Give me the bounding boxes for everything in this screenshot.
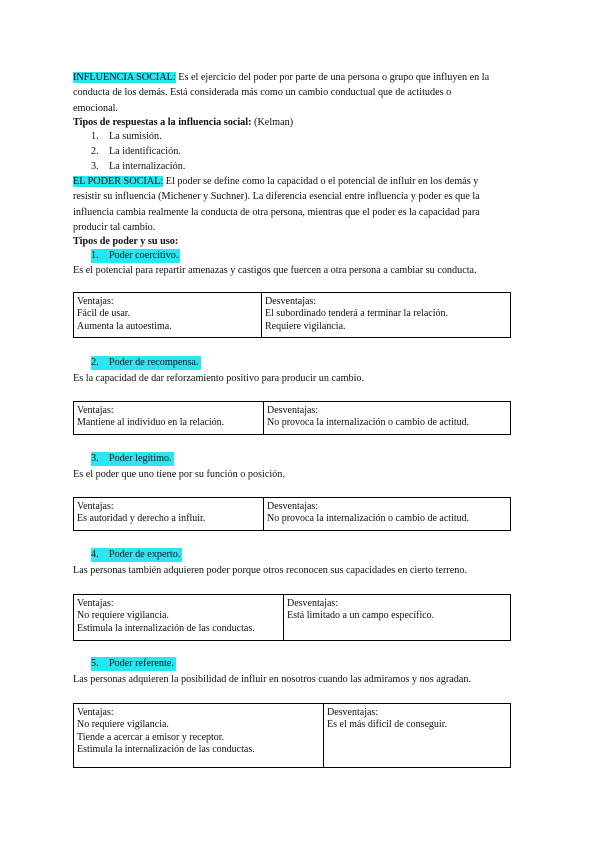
- poder-5-description: Las personas adquieren la posibilidad de influir en nosotros cuando las admiramos y nos agradan.: [73, 674, 472, 685]
- influencia-line-1: Es el ejercicio del poder por parte de una persona o grupo que influyen en la: [175, 72, 490, 83]
- poder-4-desventajas-label: Desventajas:: [287, 598, 339, 609]
- influencia-social-term: INFLUENCIA SOCIAL:: [73, 72, 176, 83]
- poder-3-desventajas-cell: [264, 498, 511, 531]
- poder-social-line-1: El poder se define como la capacidad o el potencial de influir en los demás y: [163, 176, 479, 187]
- poder-1-ventaja-2: Aumenta la autoestima.: [77, 320, 172, 332]
- tipos-respuestas-suffix: (Kelman): [251, 117, 294, 128]
- list-item-sumision: La sumisión.: [109, 131, 162, 142]
- poder-4-ventajas-cell: [74, 595, 284, 641]
- poder-2-desventajas-cell: [264, 402, 511, 435]
- poder-5-ventajas-cell: [74, 704, 324, 768]
- poder-3-table: [73, 497, 511, 531]
- poder-1-heading: [91, 249, 180, 263]
- poder-5-ventajas-label: Ventajas:: [77, 707, 114, 718]
- list-number-1: 1.: [91, 131, 99, 142]
- list-number-3: 3.: [91, 161, 99, 172]
- poder-4-desventaja-1: Está limitado a un campo específico.: [287, 610, 435, 622]
- tipos-respuestas-heading: [73, 116, 293, 130]
- poder-1-ventaja-1: Fácil de usar.: [77, 308, 131, 320]
- poder-2-ventaja-1: Mantiene al individuo en la relación.: [77, 417, 225, 429]
- poder-3-number: 3.: [91, 453, 99, 464]
- poder-4-heading: [91, 548, 182, 562]
- poder-4-ventaja-1: No requiere vigilancia.: [77, 610, 169, 622]
- influencia-line-3: emocional.: [73, 102, 118, 114]
- poder-5-heading: [91, 657, 176, 671]
- poder-2-desventaja-1: No provoca la internalización o cambio de actitud.: [267, 417, 470, 429]
- list-number-2: 2.: [91, 146, 99, 157]
- poder-5-table: [73, 703, 511, 768]
- poder-3-title: Poder legítimo.: [108, 453, 172, 464]
- poder-5-ventaja-3: Estimula la internalización de las conductas.: [77, 744, 255, 756]
- poder-2-title: Poder de recompensa.: [108, 357, 199, 368]
- poder-4-ventajas-label: Ventajas:: [77, 598, 114, 609]
- poder-2-desventajas-label: Desventajas:: [267, 405, 319, 416]
- poder-2-heading: [91, 356, 201, 370]
- poder-3-heading: [91, 452, 174, 466]
- poder-4-desventajas-cell: [284, 595, 511, 641]
- poder-2-description: Es la capacidad de dar reforzamiento positivo para producir un cambio.: [73, 373, 365, 384]
- poder-2-number: 2.: [91, 357, 99, 368]
- list-item-internalizacion: La internalización.: [109, 161, 186, 172]
- poder-3-ventajas-cell: [74, 498, 264, 531]
- influencia-line-2: conducta de los demás. Está considerada más como un cambio conductual que de actitudes o: [73, 87, 452, 99]
- poder-4-ventaja-2: Estimula la internalización de las conductas.: [77, 622, 255, 634]
- poder-3-ventajas-label: Ventajas:: [77, 501, 114, 512]
- poder-social-line-3: influencia cambia realmente la conducta de otra persona, mientras que el poder es la capacidad para: [73, 206, 480, 218]
- poder-social-line-4: producir tal cambio.: [73, 222, 156, 234]
- poder-1-description: Es el potencial para repartir amenazas y castigos que fuercen a otra persona a cambiar su conducta.: [73, 265, 477, 276]
- poder-1-ventajas-label: Ventajas:: [77, 296, 114, 307]
- poder-1-number: 1.: [91, 250, 99, 261]
- poder-4-table: [73, 594, 511, 641]
- tipos-poder-heading: Tipos de poder y su uso:: [73, 236, 179, 247]
- poder-1-desventajas-label: Desventajas:: [265, 296, 317, 307]
- poder-social-line-2: resistir su influencia (Michener y Suchner). La diferencia esencial entre influencia y poder es que la: [73, 191, 480, 203]
- poder-5-title: Poder referente.: [108, 658, 174, 669]
- poder-1-ventajas-cell: [74, 293, 262, 338]
- poder-1-desventaja-1: El subordinado tenderá a terminar la relación.: [265, 308, 448, 320]
- poder-3-desventaja-1: No provoca la internalización o cambio de actitud.: [267, 513, 470, 525]
- poder-social-term: EL PODER SOCIAL:: [73, 176, 164, 187]
- poder-5-ventaja-1: No requiere vigilancia.: [77, 719, 169, 731]
- poder-1-table: [73, 292, 511, 338]
- tipos-respuestas-title: Tipos de respuestas a la influencia social:: [73, 117, 252, 128]
- poder-5-desventaja-1: Es el más difícil de conseguir.: [327, 719, 447, 731]
- poder-5-desventajas-cell: [324, 704, 511, 768]
- poder-2-ventajas-cell: [74, 402, 264, 435]
- poder-3-ventaja-1: Es autoridad y derecho a influir.: [77, 513, 206, 525]
- poder-5-number: 5.: [91, 658, 99, 669]
- list-item-identificacion: La identificación.: [109, 146, 181, 157]
- poder-4-description: Las personas también adquieren poder porque otros reconocen sus capacidades en cierto terreno.: [73, 565, 468, 576]
- poder-4-number: 4.: [91, 549, 99, 560]
- poder-4-title: Poder de experto.: [108, 549, 181, 560]
- poder-5-ventaja-2: Tiende a acercar a emisor y receptor.: [77, 731, 225, 743]
- poder-1-desventajas-cell: [262, 293, 511, 338]
- poder-1-desventaja-2: Requiere vigilancia.: [265, 320, 346, 332]
- influencia-social-paragraph: [73, 70, 528, 116]
- poder-5-desventajas-label: Desventajas:: [327, 707, 379, 718]
- poder-social-paragraph: [73, 174, 528, 236]
- poder-3-desventajas-label: Desventajas:: [267, 501, 319, 512]
- poder-2-table: [73, 401, 511, 435]
- poder-2-ventajas-label: Ventajas:: [77, 405, 114, 416]
- poder-3-description: Es el poder que uno tiene por su función o posición.: [73, 469, 285, 480]
- poder-1-title: Poder coercitivo.: [108, 250, 179, 261]
